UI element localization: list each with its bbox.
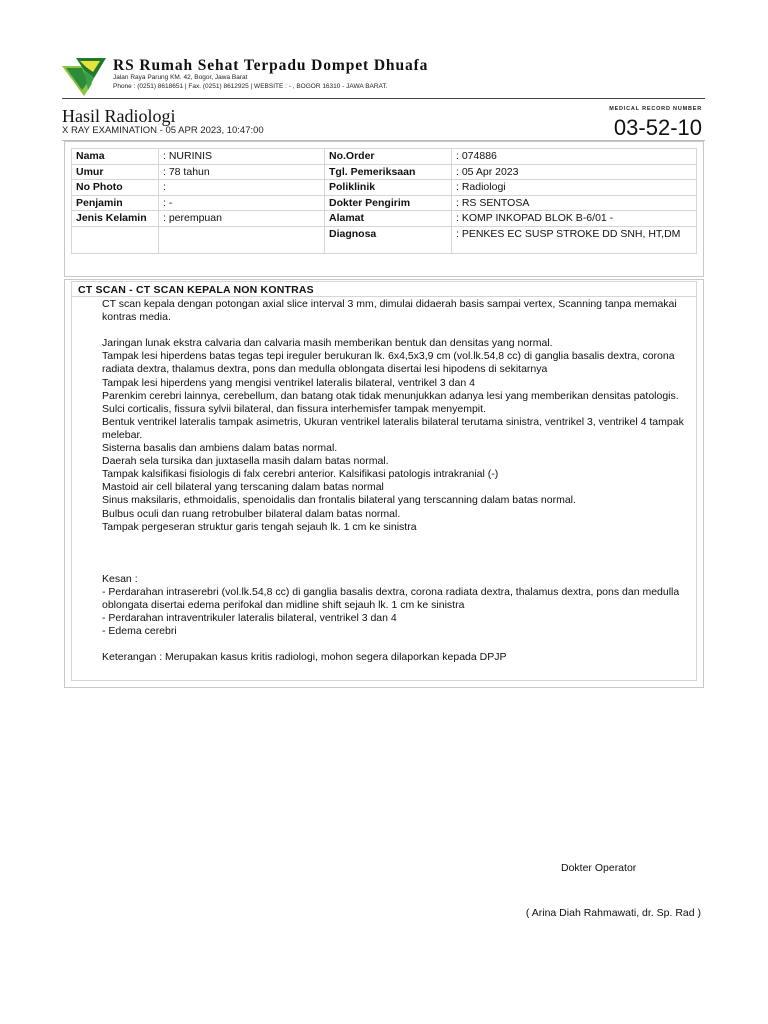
patient-info-table: [71, 148, 697, 254]
exam-title: CT SCAN - CT SCAN KEPALA NON KONTRAS: [71, 281, 697, 298]
finding-item: Parenkim cerebri lainnya, cerebellum, dan batang otak tidak menunjukkan adanya lesi yang memberikan densitas patologis.: [102, 389, 679, 402]
penjamin-label: Penjamin: [72, 195, 159, 211]
finding-item: Tampak lesi hiperdens batas tegas tepi ireguler berukuran lk. 6x4,5x3,9 cm (vol.lk.54,8 cc) di ganglia basalis dextra, corona radiata dextra, thalamus dextra, pons dan medulla oblongata disertai lesi hipodens di sekitarnya: [102, 350, 675, 376]
alamat-label: Alamat: [325, 211, 452, 227]
dokter-pengirim-value: : RS SENTOSA: [452, 195, 697, 211]
umur-value: : 78 tahun: [159, 164, 325, 180]
umur-label: Umur: [72, 164, 159, 180]
finding-item: Bentuk ventrikel lateralis tampak asimetris, Ukuran ventrikel lateralis bilateral terutama sinistra, ventrikel 3, ventrikel 4 tampak melebar.: [102, 415, 684, 441]
tgl-pemeriksaan-value: : 05 Apr 2023: [452, 164, 697, 180]
alamat-value: : KOMP INKOPAD BLOK B-6/01 -: [452, 211, 697, 227]
patient-info-box: [64, 141, 704, 277]
finding-item: Tampak pergeseran struktur garis tengah sejauh lk. 1 cm ke sinistra: [102, 520, 417, 533]
kesan-title: Kesan :: [102, 572, 138, 585]
table-row: [72, 226, 697, 253]
signature-name: ( Arina Diah Rahmawati, dr. Sp. Rad ): [525, 907, 701, 919]
mrn-value: 03-52-10: [613, 115, 702, 140]
no-order-value: : 074886: [452, 149, 697, 165]
hospital-contact: Phone : (0251) 8618651 | Fax. (0251) 8612925 | WEBSITE : - , BOGOR 16310 - JAWA BARAT.: [113, 83, 388, 90]
hospital-address: Jalan Raya Parung KM. 42, Bogor, Jawa Barat: [113, 74, 248, 81]
dokter-pengirim-label: Dokter Pengirim: [325, 195, 452, 211]
finding-item: Daerah sela tursika dan juxtasella masih dalam batas normal.: [102, 455, 389, 468]
penjamin-value: : -: [159, 195, 325, 211]
jenis-kelamin-value: : perempuan: [159, 211, 325, 227]
hospital-logo: [62, 56, 106, 96]
diagnosa-label: Diagnosa: [325, 226, 452, 253]
finding-item: Sulci corticalis, fissura sylvii bilateral, dan fissura interhemisfer tampak menyempit.: [102, 402, 486, 415]
document-subtitle: X RAY EXAMINATION - 05 APR 2023, 10:47:00: [62, 125, 264, 136]
table-row: [72, 180, 697, 196]
nama-value: : NURINIS: [159, 149, 325, 165]
diagnosa-value: : PENKES EC SUSP STROKE DD SNH, HT,DM: [452, 226, 697, 253]
finding-item: Mastoid air cell bilateral yang terscaning dalam batas normal: [102, 481, 384, 494]
finding-item: Sinus maksilaris, ethmoidalis, spenoidalis dan frontalis bilateral yang terscanning dalam batas normal.: [102, 494, 576, 507]
hospital-name: RS Rumah Sehat Terpadu Dompet Dhuafa: [113, 57, 429, 74]
poliklinik-label: Poliklinik: [325, 180, 452, 196]
kesan-item: - Perdarahan intraserebri (vol.lk.54,8 cc) di ganglia basalis dextra, corona radiata dextra, thalamus dextra, pons dan medulla oblongata disertai edema perifokal dan midline shift sejauh lk. 1 cm ke sinistra: [102, 585, 680, 611]
exam-intro: CT scan kepala dengan potongan axial slice interval 3 mm, dimulai didaerah basis sampai vertex, Scanning tanpa memakai kontras media.: [102, 298, 677, 324]
no-order-label: No.Order: [325, 149, 452, 165]
finding-item: Jaringan lunak ekstra calvaria dan calvaria masih memberikan bentuk dan densitas yang normal.: [102, 337, 553, 350]
kesan-item: - Perdarahan intraventrikuler lateralis bilateral, ventrikel 3 dan 4: [102, 612, 397, 625]
kesan-item: - Edema cerebri: [102, 625, 177, 638]
exam-result-box: [64, 279, 704, 688]
no-photo-label: No Photo: [72, 180, 159, 196]
document-title: Hasil Radiologi: [62, 106, 176, 126]
table-row: [72, 149, 697, 165]
tgl-pemeriksaan-label: Tgl. Pemeriksaan: [325, 164, 452, 180]
keterangan: Keterangan : Merupakan kasus kritis radiologi, mohon segera dilaporkan kepada DPJP: [102, 651, 507, 664]
no-photo-value: :: [159, 180, 325, 196]
signature-label: Dokter Operator: [561, 862, 637, 874]
empty-cell: [159, 226, 325, 253]
mrn-label: MEDICAL RECORD NUMBER: [609, 106, 702, 112]
empty-cell: [72, 226, 159, 253]
jenis-kelamin-label: Jenis Kelamin: [72, 211, 159, 227]
nama-label: Nama: [72, 149, 159, 165]
poliklinik-value: : Radiologi: [452, 180, 697, 196]
finding-item: Bulbus oculi dan ruang retrobulber bilateral dalam batas normal.: [102, 507, 401, 520]
finding-item: Tampak kalsifikasi fisiologis di falx cerebri anterior. Kalsifikasi patologis intrakranial (-): [102, 468, 499, 481]
exam-body: [71, 296, 697, 681]
table-row: [72, 211, 697, 227]
finding-item: Tampak lesi hiperdens yang mengisi ventrikel lateralis bilateral, ventrikel 3 dan 4: [102, 376, 475, 389]
header-divider: [62, 98, 705, 99]
finding-item: Sisterna basalis dan ambiens dalam batas normal.: [102, 442, 338, 455]
table-row: [72, 195, 697, 211]
table-row: [72, 164, 697, 180]
